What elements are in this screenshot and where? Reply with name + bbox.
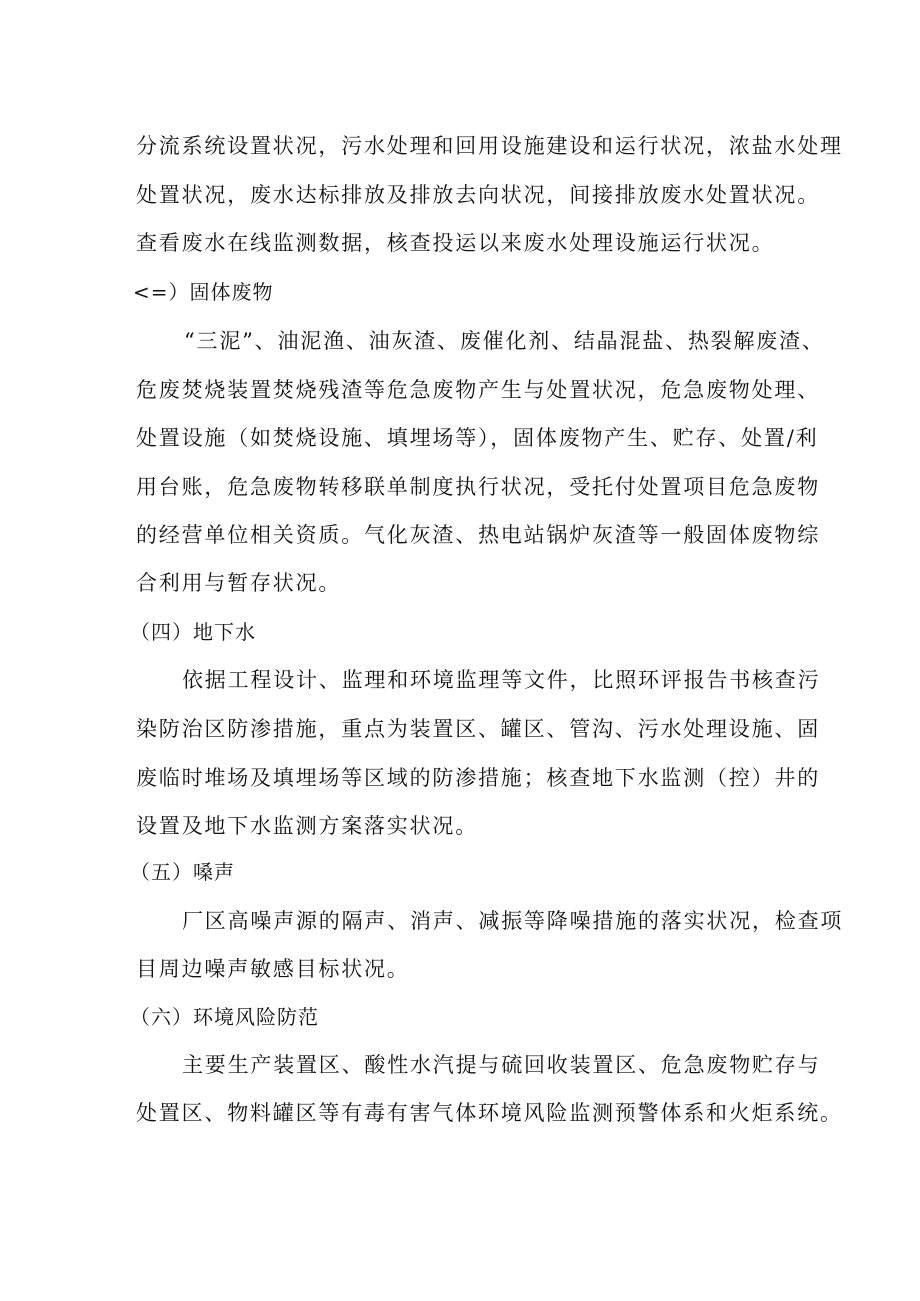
paragraph-line: 目周边噪声敏感目标状况。	[136, 957, 410, 981]
paragraph-line: 用台账，危急废物转移联单制度执行状况，受托付处置项目危急废物	[136, 475, 820, 499]
paragraph-line: 处置区、物料罐区等有毒有害气体环境风险监测预警体系和火炬系统。	[136, 1101, 843, 1125]
paragraph-line: “三泥”、油泥渔、油灰渣、废催化剂、结晶混盐、热裂解废渣、	[184, 329, 825, 353]
paragraph-line: 处置状况，废水达标排放及排放去向状况，间接排放废水处置状况。	[136, 183, 820, 207]
paragraph-line: 染防治区防渗措施，重点为装置区、罐区、管沟、污水处理设施、固	[136, 717, 820, 741]
paragraph-line: 设置及地下水监测方案落实状况。	[136, 814, 478, 838]
paragraph-line: 处置设施（如焚烧设施、填埋场等），固体废物产生、贮存、处置/利	[136, 426, 819, 450]
paragraph-line: 厂区高噪声源的隔声、消声、减振等降噪措施的落实状况，检查项	[182, 909, 844, 933]
section-heading-noise: （五）嗓声	[130, 860, 235, 884]
section-heading-environmental-risk: （六）环境风险防范	[130, 1005, 319, 1029]
paragraph-line: 主要生产装置区、酸性水汽提与硫回收装置区、危急废物贮存与	[182, 1053, 821, 1077]
paragraph-line: 危废焚烧装置焚烧残渣等危急废物产生与处置状况，危急废物处理、	[136, 378, 820, 402]
paragraph-line: 合利用与暂存状况。	[136, 571, 342, 595]
section-heading-groundwater: （四）地下水	[130, 620, 256, 644]
section-heading-solid-waste: <=）固体废物	[133, 280, 274, 304]
paragraph-line: 的经营单位相关资质。气化灰渣、热电站锅炉灰渣等一般固体废物综	[136, 523, 820, 547]
paragraph-line: 分流系统设置状况，污水处理和回用设施建设和运行状况，浓盐水处理	[136, 134, 843, 158]
paragraph-line: 废临时堆场及填埋场等区域的防渗措施；核查地下水监测（控）井的	[136, 766, 820, 790]
paragraph-line: 查看废水在线监测数据，核查投运以来废水处理设施运行状况。	[136, 231, 775, 255]
paragraph-line: 依据工程设计、监理和环境监理等文件，比照环评报告书核查污	[182, 668, 821, 692]
